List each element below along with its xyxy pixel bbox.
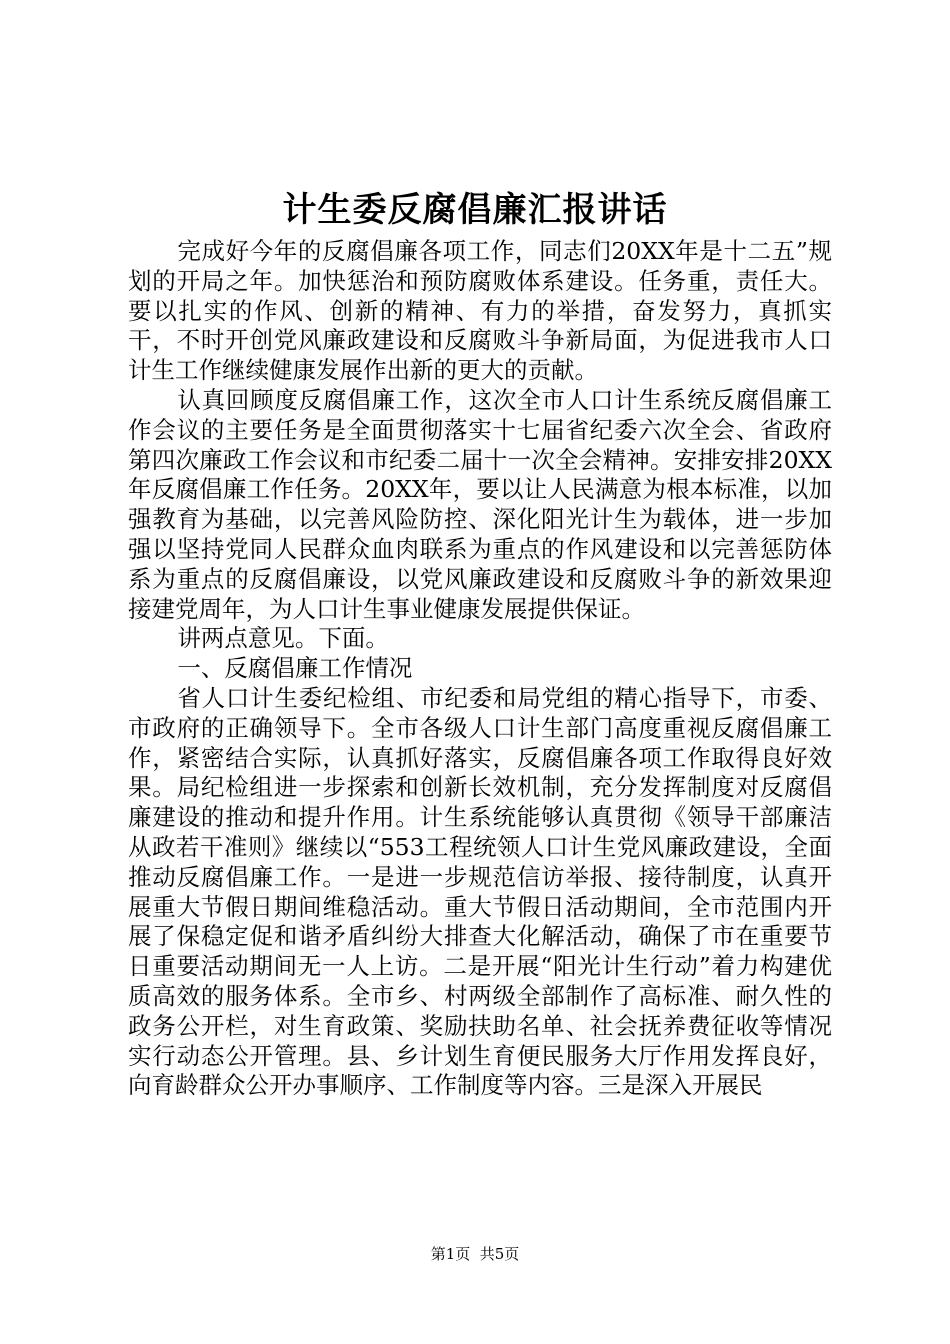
document-body: [128, 237, 832, 1101]
section-heading-1: 一、反腐倡廉工作情况: [177, 654, 413, 683]
page-number-footer: 第1页 共5页: [430, 1245, 520, 1263]
paragraph-review: 认真回顾度反腐倡廉工作，这次全市人口计生系统反腐倡廉工作会议的主要任务是全面贯彻落实十七届省纪委六次全会、省政府第四次廉政工作会议和市纪委二届十一次全会精神。安排安排20XX年反腐倡廉工作任务。20XX年，要以让人民满意为根本标准，以加强教育为基础，以完善风险防控、深化阳光计生为载体，进一步加强以坚持党同人民群众血肉联系为重点的作风建设和以完善惩防体系为重点的反腐倡廉设，以党风廉政建设和反腐败斗争的新效果迎接建党周年，为人口计生事业健康发展提供保证。: [128, 385, 832, 623]
document-title: 计生委反腐倡廉汇报讲话: [282, 190, 668, 230]
paragraph-intro: 完成好今年的反腐倡廉各项工作，同志们20XX年是十二五”规划的开局之年。加快惩治和预防腐败体系建设。任务重，责任大。要以扎实的作风、创新的精神、有力的举措，奋发努力，真抓实干，不时开创党风廉政建设和反腐败斗争新局面，为促进我市人口计生工作继续健康发展作出新的更大的贡献。: [128, 237, 832, 385]
paragraph-situation: 省人口计生委纪检组、市纪委和局党组的精心指导下，市委、市政府的正确领导下。全市各级人口计生部门高度重视反腐倡廉工作，紧密结合实际，认真抓好落实，反腐倡廉各项工作取得良好效果。局纪检组进一步探索和创新长效机制，充分发挥制度对反腐倡廉建设的推动和提升作用。计生系统能够认真贯彻《领导干部廉洁从政若干准则》继续以“553工程统领人口计生党风廉政建设，全面推动反腐倡廉工作。一是进一步规范信访举报、接待制度，认真开展重大节假日期间维稳活动。重大节假日活动期间，全市范围内开展了保稳定促和谐矛盾纠纷大排查大化解活动，确保了市在重要节日重要活动期间无一人上访。二是开展“阳光计生行动”着力构建优质高效的服务体系。全市乡、村两级全部制作了高标准、耐久性的政务公开栏，对生育政策、奖励扶助名单、社会抚养费征收等情况实行动态公开管理。县、乡计划生育便民服务大厅作用发挥良好，向育龄群众公开办事顺序、工作制度等内容。三是深入开展民: [128, 683, 832, 1100]
paragraph-opinions: 讲两点意见。下面。: [177, 624, 389, 653]
